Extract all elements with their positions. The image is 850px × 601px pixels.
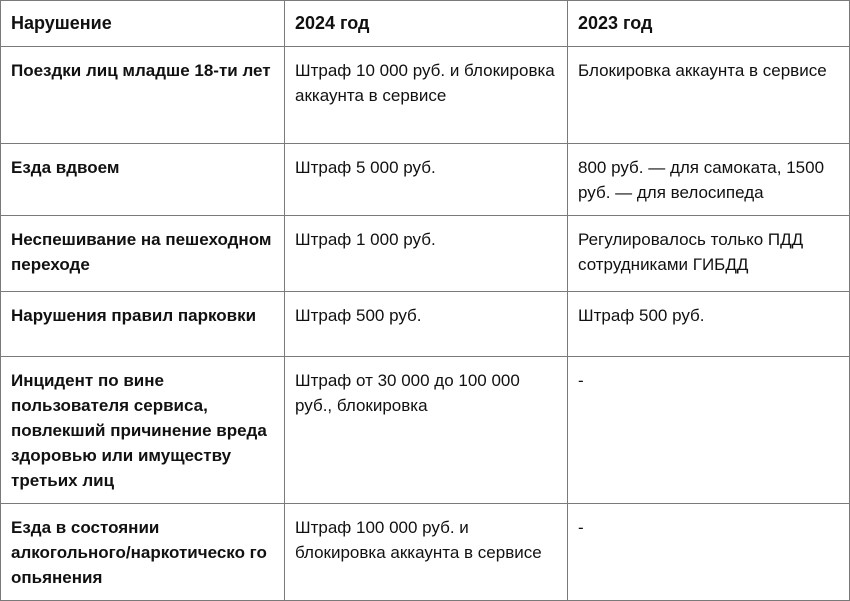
cell-2023: Штраф 500 руб.: [568, 292, 850, 357]
cell-violation: Поездки лиц младше 18-ти лет: [1, 47, 285, 144]
cell-2024: Штраф 500 руб.: [285, 292, 568, 357]
header-2023: 2023 год: [568, 1, 850, 47]
cell-2023: 800 руб. — для самоката, 1500 руб. — для велосипеда: [568, 144, 850, 216]
cell-violation: Нарушения правил парковки: [1, 292, 285, 357]
header-violation: Нарушение: [1, 1, 285, 47]
cell-2023: Регулировалось только ПДД сотрудниками ГИБДД: [568, 216, 850, 292]
cell-violation: Езда в состоянии алкогольного/наркотическо го опьянения: [1, 504, 285, 601]
cell-2024: Штраф 5 000 руб.: [285, 144, 568, 216]
table-row: [1, 504, 850, 601]
cell-2023: Блокировка аккаунта в сервисе: [568, 47, 850, 144]
cell-2024: Штраф 100 000 руб. и блокировка аккаунта в сервисе: [285, 504, 568, 601]
cell-2024: Штраф 10 000 руб. и блокировка аккаунта в сервисе: [285, 47, 568, 144]
cell-2024: Штраф от 30 000 до 100 000 руб., блокировка: [285, 357, 568, 504]
cell-violation: Инцидент по вине пользователя сервиса, повлекший причинение вреда здоровью или имуществу третьих лиц: [1, 357, 285, 504]
table-row: [1, 357, 850, 504]
table-header-row: [1, 1, 850, 47]
table-row: [1, 216, 850, 292]
cell-violation: Езда вдвоем: [1, 144, 285, 216]
table-row: [1, 47, 850, 144]
cell-violation: Неспешивание на пешеходном переходе: [1, 216, 285, 292]
table-row: [1, 292, 850, 357]
cell-2023: -: [568, 504, 850, 601]
table-row: [1, 144, 850, 216]
header-2024: 2024 год: [285, 1, 568, 47]
cell-2024: Штраф 1 000 руб.: [285, 216, 568, 292]
cell-2023: -: [568, 357, 850, 504]
